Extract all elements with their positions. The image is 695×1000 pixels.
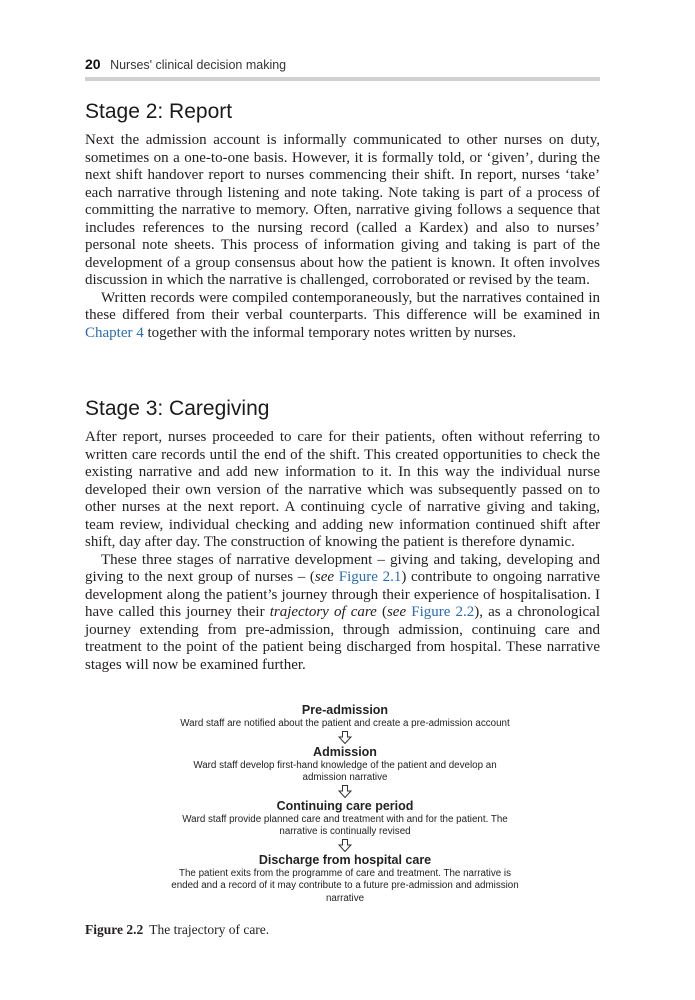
- header-rule: [85, 77, 600, 81]
- stage-description: The patient exits from the programme of care and treatment. The narrative is ended and a record of it may contribute to a future pre-admission and admission narrative: [171, 867, 519, 904]
- heading-stage-2-report: Stage 2: Report: [85, 100, 233, 123]
- figure-2-2-link[interactable]: Figure 2.2: [411, 604, 475, 620]
- trajectory-of-care-term: trajectory of care: [269, 604, 377, 620]
- down-arrow-icon: [170, 731, 520, 745]
- page-number: 20: [85, 56, 101, 72]
- running-head: [85, 56, 600, 76]
- stage-title: Discharge from hospital care: [258, 852, 432, 867]
- stage-description: Ward staff develop first-hand knowledge of the patient and develop an admission narrative: [193, 759, 497, 783]
- stage-pre-admission: [170, 703, 520, 731]
- stage-title: Pre-admission: [301, 703, 389, 717]
- figure-caption: [85, 922, 269, 938]
- caption-label: Figure 2.2: [85, 922, 144, 937]
- stage-description: Ward staff are notified about the patient and create a pre-admission account: [180, 718, 510, 729]
- book-title: Nurses' clinical decision making: [110, 58, 287, 72]
- down-arrow-icon: [170, 839, 520, 853]
- caregiving-body: [85, 429, 600, 674]
- stage-admission: [170, 745, 520, 785]
- heading-stage-3-caregiving: Stage 3: Caregiving: [85, 397, 270, 420]
- figure-2-1-link[interactable]: Figure 2.1: [338, 569, 402, 585]
- chapter-4-link[interactable]: Chapter 4: [85, 324, 144, 341]
- stage-continuing-care: [170, 799, 520, 839]
- stage-title: Admission: [313, 744, 377, 759]
- stage-description: Ward staff provide planned care and treatment with and for the patient. The narrative is continually revised: [182, 813, 508, 837]
- caption-text: The trajectory of care.: [149, 922, 270, 937]
- report-body: [85, 132, 600, 342]
- stage-discharge: [170, 853, 520, 906]
- caregiving-paragraph-1: After report, nurses proceeded to care for their patients, often without referring to written care records until the end of the shift. This created opportunities to check the existing narrative and add new information to it. In this way the individual nurse developed their own version of the narrative which was subsequently passed on to other nurses at the next report. A continuing cycle of narrative giving and taking, team review, individual checking and adding new information continued shift after shift, day after day. The construction of knowing the patient is therefore dynamic.: [85, 429, 600, 550]
- trajectory-of-care-figure: [170, 703, 520, 905]
- book-page: [85, 0, 600, 1000]
- report-paragraph-1: Next the admission account is informally communicated to other nurses on duty, sometimes on a one-to-one basis. However, it is formally told, or ‘given’, during the next shift handover report to nurses commencing their shift. In report, nurses ‘take’ each narrative through listening and note taking. Note taking is part of a process of committing the narrative to memory. Often, narrative giving follows a sequence that includes references to the nursing record (called a Kardex) and also to nurses’ personal note sheets. This process of information giving and taking is part of the development of a group consensus about how the patient is known. It often involves discussion in which the narrative is challenged, corroborated or revised by the team.: [85, 132, 600, 288]
- report-paragraph-2: Written records were compiled contemporaneously, but the narratives contained in these differed from their verbal counterparts. This difference will be examined in Chapter 4 together with the informal temporary notes written by nurses.: [85, 289, 600, 341]
- stage-title: Continuing care period: [276, 798, 414, 813]
- caregiving-paragraph-2: These three stages of narrative development – giving and taking, developing and giving to the next group of nurses – (see Figure 2.1) contribute to ongoing narrative development along the patient’s journey through their experience of hospitalisation. I have called this journey their trajectory of care (see Figure 2.2), as a chronological journey extending from pre-admission, through admission, continuing care and treatment to the point of the patient being discharged from hospital. These narrative stages will now be examined further.: [85, 551, 600, 673]
- down-arrow-icon: [170, 785, 520, 799]
